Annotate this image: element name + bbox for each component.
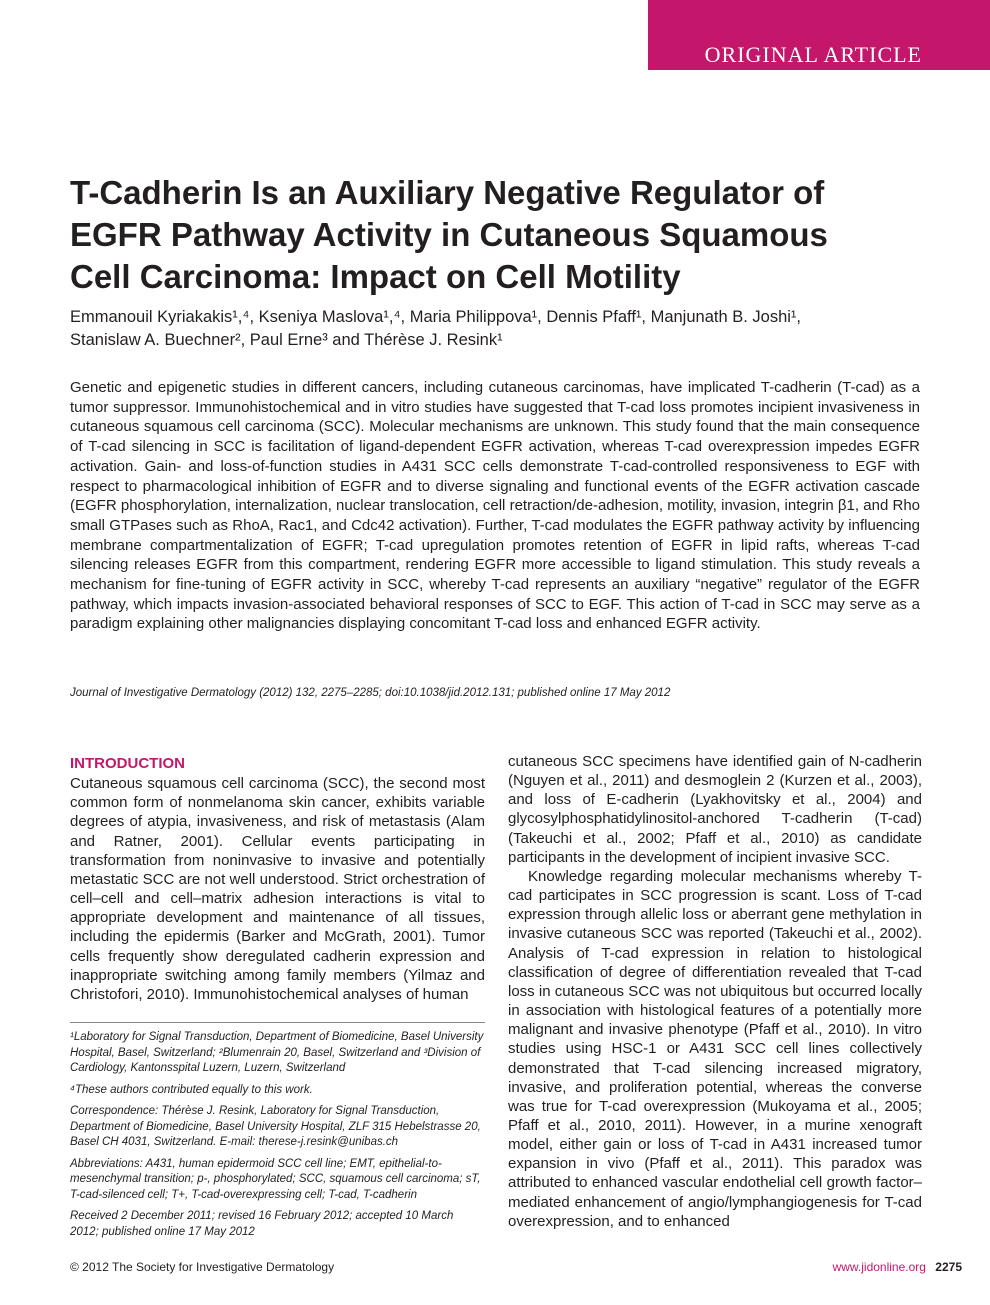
journal-website-link[interactable]: www.jidonline.org — [832, 1260, 926, 1274]
author-list — [70, 306, 930, 352]
title-line: T-Cadherin Is an Auxiliary Negative Regulator of — [70, 174, 825, 211]
article-type-label: ORIGINAL ARTICLE — [704, 42, 922, 67]
left-column — [70, 754, 485, 1004]
footnote-affiliations: ¹Laboratory for Signal Transduction, Department of Biomedicine, Basel University Hospital, Basel, Switzerland; ²Blumenrain 20, Basel, Switzerland and ³Division of Cardiology, Kantonsspital Luzern, Luzern, Switzerland — [70, 1031, 484, 1074]
section-heading-introduction: INTRODUCTION — [70, 755, 185, 772]
author-line: Stanislaw A. Buechner², Paul Erne³ and Thérèse J. Resink¹ — [70, 331, 503, 349]
footnotes — [70, 1030, 485, 1246]
article-type-banner — [648, 0, 990, 70]
citation-line: Journal of Investigative Dermatology (2012) 132, 2275–2285; doi:10.1038/jid.2012.131; published online 17 May 2012 — [70, 687, 671, 699]
title-line: EGFR Pathway Activity in Cutaneous Squamous — [70, 216, 828, 253]
body-paragraph: cutaneous SCC specimens have identified gain of N-cadherin (Nguyen et al., 2011) and desmoglein 2 (Kurzen et al., 2003), and loss of E-cadherin (Lyakhovitsky et al., 2004) and glycosylphosphatidylinositol-anchored T-cadherin (T-cad) (Takeuchi et al., 2002; Pfaff et al., 2010) as candidate participants in the development of incipient invasive SCC. — [508, 753, 922, 866]
article-title — [70, 172, 930, 298]
title-line: Cell Carcinoma: Impact on Cell Motility — [70, 258, 681, 295]
footer-copyright: © 2012 The Society for Investigative Dermatology — [70, 1260, 335, 1274]
footnote-divider — [70, 1022, 485, 1023]
body-paragraph: Knowledge regarding molecular mechanisms whereby T-cad participates in SCC progression is scant. Loss of T-cad expression through allelic loss or aberrant gene methylation in invasive cutaneous SCC was reported (Takeuchi et al., 2002). Analysis of T-cad expression in relation to histological classification of degree of differentiation revealed that T-cad loss in cutaneous SCC was not ubiquitous but occurred locally in association with histological features of a potentially more malignant and invasive phenotype (Pfaff et al., 2010). In vitro studies using HSC-1 or A431 SCC cell lines collectively demonstrated that T-cad silencing increased migratory, invasive, and proliferation potential, whereas the converse was true for T-cad overexpression (Mukoyama et al., 2005; Pfaff et al., 2010, 2011). However, in a murine xenograft model, either gain or loss of T-cad in A431 increased tumor expansion in vivo (Pfaff et al., 2011). This paradox was attributed to enhanced vascular endothelial cell growth factor–mediated enhancement of angio/lymphangiogenesis for T-cad overexpression, and to enhanced — [508, 867, 922, 1230]
footnote-dates: Received 2 December 2011; revised 16 February 2012; accepted 10 March 2012; published online 17 May 2012 — [70, 1210, 454, 1238]
abstract: Genetic and epigenetic studies in different cancers, including cutaneous carcinomas, have implicated T-cadherin (T-cad) as a tumor suppressor. Immunohistochemical and in vitro studies have suggested that T-cad loss promotes incipient invasiveness in cutaneous squamous cell carcinoma (SCC). Molecular mechanisms are unknown. This study found that the main consequence of T-cad silencing in SCC is facilitation of ligand-dependent EGFR activation, whereas T-cad overexpression impedes EGFR activation. Gain- and loss-of-function studies in A431 SCC cells demonstrate T-cad-controlled responsiveness to EGF with respect to pharmacological inhibition of EGFR and to diverse signaling and functional events of the EGFR activation cascade (EGFR phosphorylation, internalization, nuclear translocation, cell retraction/de-adhesion, motility, invasion, integrin β1, and Rho small GTPases such as RhoA, Rac1, and Cdc42 activation). Further, T-cad modulates the EGFR pathway activity by influencing membrane compartmentalization of EGFR; T-cad upregulation promotes retention of EGFR in lipid rafts, whereas T-cad silencing releases EGFR from this compartment, rendering EGFR more accessible to ligand stimulation. This study reveals a mechanism for fine-tuning of EGFR activity in SCC, whereby T-cad represents an auxiliary “negative” regulator of the EGFR pathway, which impacts invasion-associated behavioral responses of SCC to EGF. This action of T-cad in SCC may serve as a paradigm explaining other malignancies displaying concomitant T-cad loss and enhanced EGFR activity. — [70, 379, 920, 633]
footnote-abbreviations: Abbreviations: A431, human epidermoid SCC cell line; EMT, epithelial-to-mesenchymal transition; p-, phosphorylated; SCC, squamous cell carcinoma; sT, T-cad-silenced cell; T+, T-cad-overexpressing cell; T-cad, T-cadherin — [70, 1157, 481, 1201]
footnote-equal-contribution: ⁴These authors contributed equally to this work. — [70, 1083, 313, 1096]
author-line: Emmanouil Kyriakakis¹,⁴, Kseniya Maslova¹,⁴, Maria Philippova¹, Dennis Pfaff¹, Manjunath B. Joshi¹, — [70, 308, 801, 326]
page-number: 2275 — [935, 1260, 962, 1274]
footnote-correspondence: Correspondence: Thérèse J. Resink, Laboratory for Signal Transduction, Department of Biomedicine, Basel University Hospital, ZLF 315 Hebelstrasse 20, Basel CH 4031, Switzerland. E-mail: therese-j.resink@unibas.ch — [70, 1105, 481, 1148]
right-column — [508, 752, 922, 1231]
body-paragraph: Cutaneous squamous cell carcinoma (SCC), the second most common form of nonmelanoma skin cancer, exhibits variable degrees of atypia, invasiveness, and risk of metastasis (Alam and Ratner, 2001). Cellular events participating in transformation from noninvasive to invasive and potentially metastatic SCC are not well understood. Strict orchestration of cell–cell and cell–matrix adhesion interactions is vital to appropriate development and maintenance of all tissues, including the epidermis (Barker and McGrath, 2001). Tumor cells frequently show deregulated cadherin expression and inappropriate switching among family members (Yilmaz and Christofori, 2010). Immunohistochemical analyses of human — [70, 775, 485, 1003]
footer-right — [833, 1260, 962, 1274]
